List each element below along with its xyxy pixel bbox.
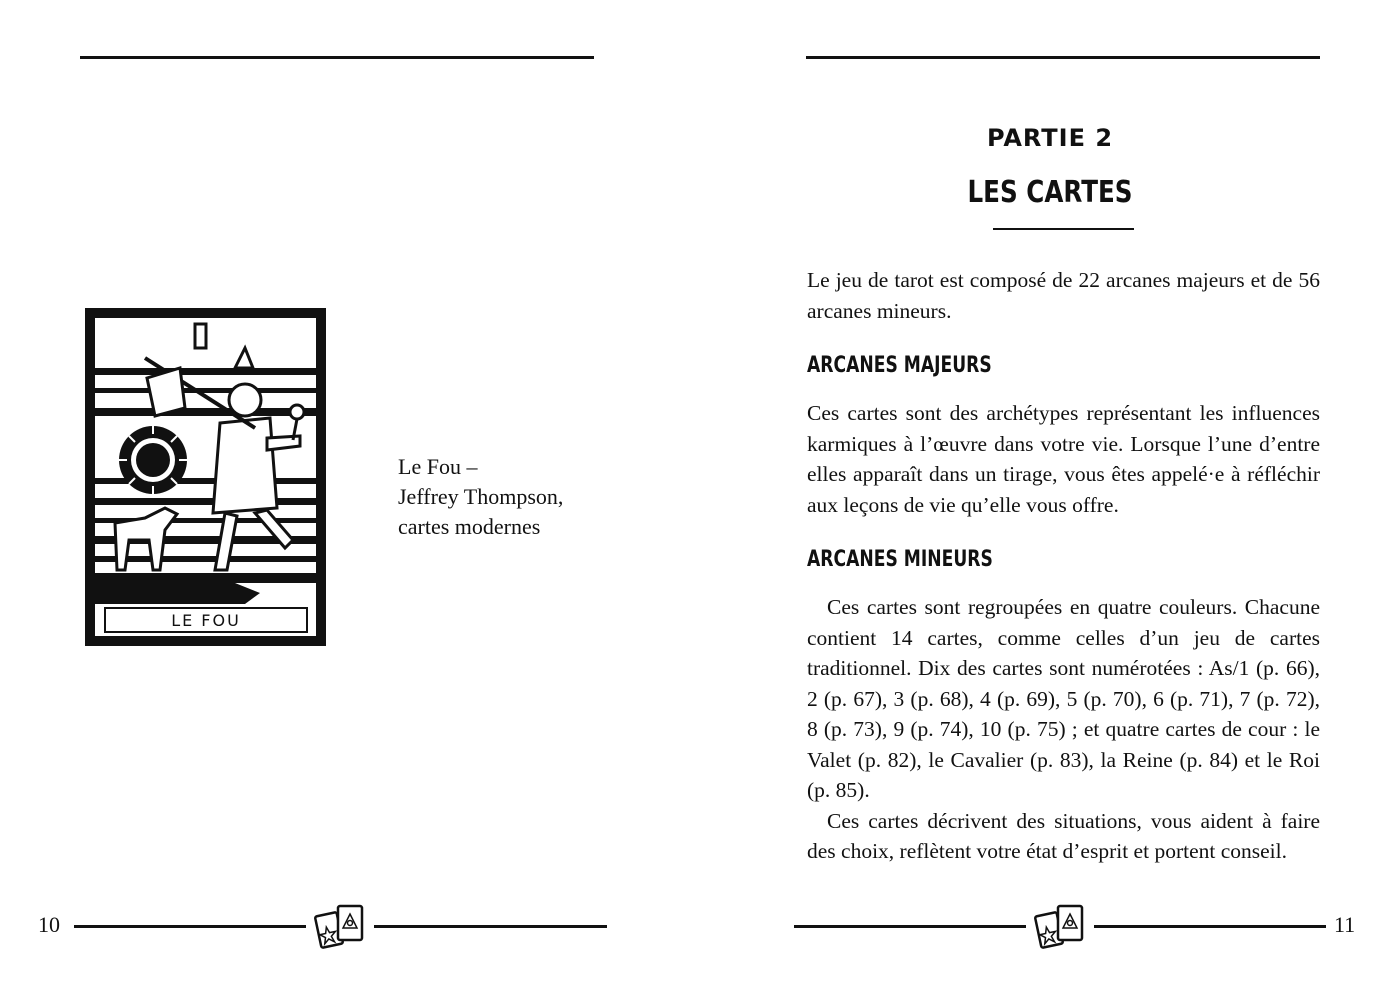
footer-rule bbox=[74, 925, 306, 928]
figure-caption bbox=[398, 452, 563, 542]
caption-line: Jeffrey Thompson, bbox=[398, 484, 564, 509]
footer-rule bbox=[374, 925, 607, 928]
paragraph: Ces cartes décrivent des situations, vous aident à faire des choix, reflètent votre état d’esprit et portent conseil. bbox=[807, 808, 1320, 863]
intro-paragraph bbox=[807, 265, 1320, 326]
card-label: LE FOU bbox=[171, 611, 241, 630]
tarot-card-illustration bbox=[85, 308, 326, 646]
tarot-cards-icon bbox=[1034, 902, 1088, 952]
page-number: 10 bbox=[38, 912, 60, 937]
title-underline bbox=[993, 228, 1134, 230]
tarot-cards-icon bbox=[314, 902, 368, 952]
top-rule bbox=[80, 56, 594, 59]
section-heading-majeurs: ARCANES MAJEURS bbox=[807, 353, 992, 378]
top-rule bbox=[806, 56, 1320, 59]
footer-rule bbox=[1094, 925, 1326, 928]
paragraph: Ces cartes sont des archétypes représentant les influences karmiques à l’œuvre dans votre vie. Lorsque l’une d’entre elles apparaît dans un tirage, vous êtes appelé·e à réfléchir aux leçons de vie qu’elle vous offre. bbox=[807, 401, 1320, 517]
caption-line: cartes modernes bbox=[398, 514, 541, 539]
page-title: LES CARTES bbox=[967, 175, 1133, 210]
paragraph: Ces cartes sont regroupées en quatre couleurs. Chacune contient 14 cartes, comme celles d’un jeu de cartes traditionnel. Dix des cartes sont numérotées : As/1 (p. 66), 2 (p. 67), 3 (p. 68), 4 (p. 69), 5 (p. 70), 6 (p. 71), 7 (p. 72), 8 (p. 73), 9 (p. 74), 10 (p. 75) ; et quatre cartes de cour : le Valet (p. 82), le Cavalier (p. 83), la Reine (p. 84) et le Roi (p. 85). bbox=[807, 595, 1320, 802]
section-heading-mineurs: ARCANES MINEURS bbox=[807, 547, 993, 572]
right-page bbox=[700, 0, 1400, 987]
caption-line: Le Fou – bbox=[398, 454, 478, 479]
part-label: PARTIE 2 bbox=[986, 124, 1114, 152]
page-number: 11 bbox=[1334, 912, 1356, 937]
section-body-mineurs bbox=[807, 592, 1320, 867]
footer-rule bbox=[794, 925, 1026, 928]
section-body-majeurs bbox=[807, 398, 1320, 520]
intro-text: Le jeu de tarot est composé de 22 arcanes majeurs et de 56 arcanes mineurs. bbox=[807, 268, 1320, 323]
